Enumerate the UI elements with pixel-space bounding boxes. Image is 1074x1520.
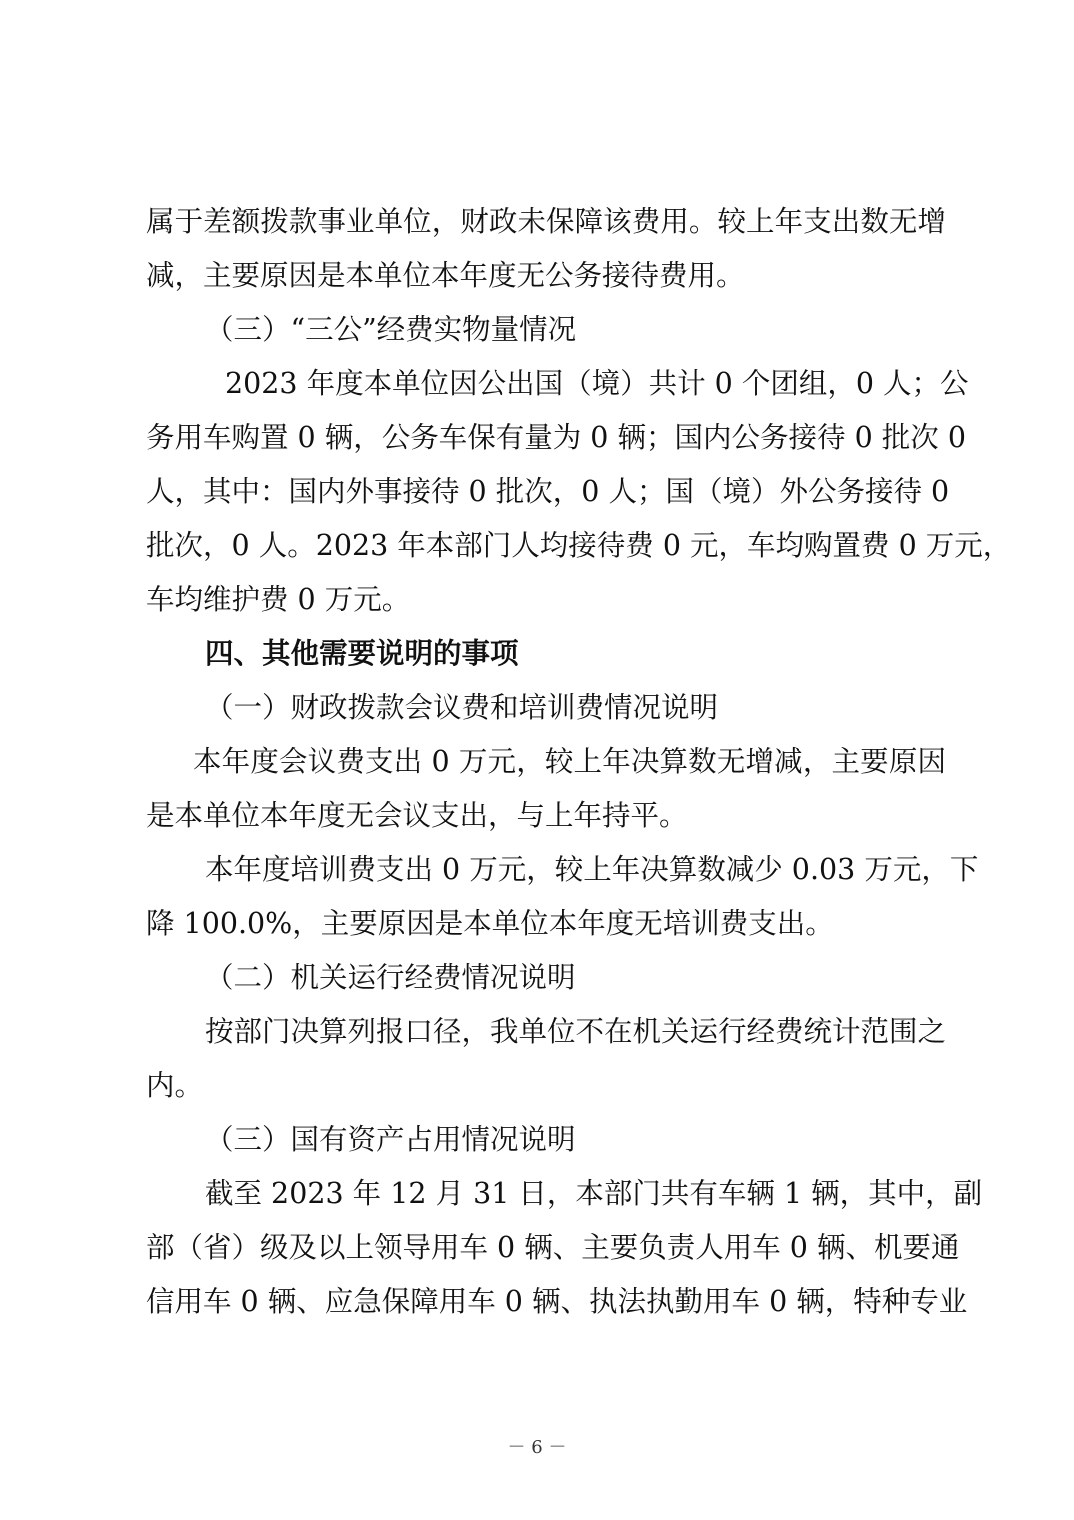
- paragraph-line: 本年度培训费支出 0 万元，较上年决算数减少 0.03 万元，下: [205, 853, 979, 886]
- paragraph-line: 内。: [146, 1069, 204, 1102]
- section-heading: （三）“三公”经费实物量情况: [205, 313, 577, 346]
- subsection-heading: （二）机关运行经费情况说明: [205, 961, 576, 994]
- paragraph-line: 信用车 0 辆、应急保障用车 0 辆、执法执勤用车 0 辆，特种专业: [146, 1285, 968, 1318]
- paragraph-line: 降 100.0%，主要原因是本单位本年度无培训费支出。: [146, 907, 834, 940]
- paragraph-line: 是本单位本年度无会议支出，与上年持平。: [146, 799, 688, 832]
- paragraph-line: 2023 年度本单位因公出国（境）共计 0 个团组，0 人；公: [225, 367, 969, 400]
- paragraph-line: 按部门决算列报口径，我单位不在机关运行经费统计范围之: [205, 1015, 947, 1048]
- paragraph-line: 部（省）级及以上领导用车 0 辆、主要负责人用车 0 辆、机要通: [146, 1231, 960, 1264]
- paragraph-line: 截至 2023 年 12 月 31 日，本部门共有车辆 1 辆，其中，副: [205, 1177, 983, 1210]
- subsection-heading: （一）财政拨款会议费和培训费情况说明: [205, 691, 719, 724]
- subsection-heading: （三）国有资产占用情况说明: [205, 1123, 576, 1156]
- paragraph-line: 车均维护费 0 万元。: [146, 583, 411, 616]
- paragraph-line: 属于差额拨款事业单位，财政未保障该费用。较上年支出数无增: [146, 205, 946, 238]
- paragraph-line: 人，其中：国内外事接待 0 批次，0 人；国（境）外公务接待 0: [146, 475, 950, 508]
- paragraph-line: 减，主要原因是本单位本年度无公务接待费用。: [146, 259, 745, 292]
- paragraph-line: 批次，0 人。2023 年本部门人均接待费 0 元，车均购置费 0 万元，: [146, 529, 1012, 562]
- paragraph-line: 务用车购置 0 辆，公务车保有量为 0 辆；国内公务接待 0 批次 0: [146, 421, 966, 454]
- section-heading-bold: 四、其他需要说明的事项: [205, 637, 519, 670]
- page-number: － 6 －: [507, 1437, 567, 1458]
- paragraph-line: 本年度会议费支出 0 万元，较上年决算数无增减，主要原因: [193, 745, 946, 778]
